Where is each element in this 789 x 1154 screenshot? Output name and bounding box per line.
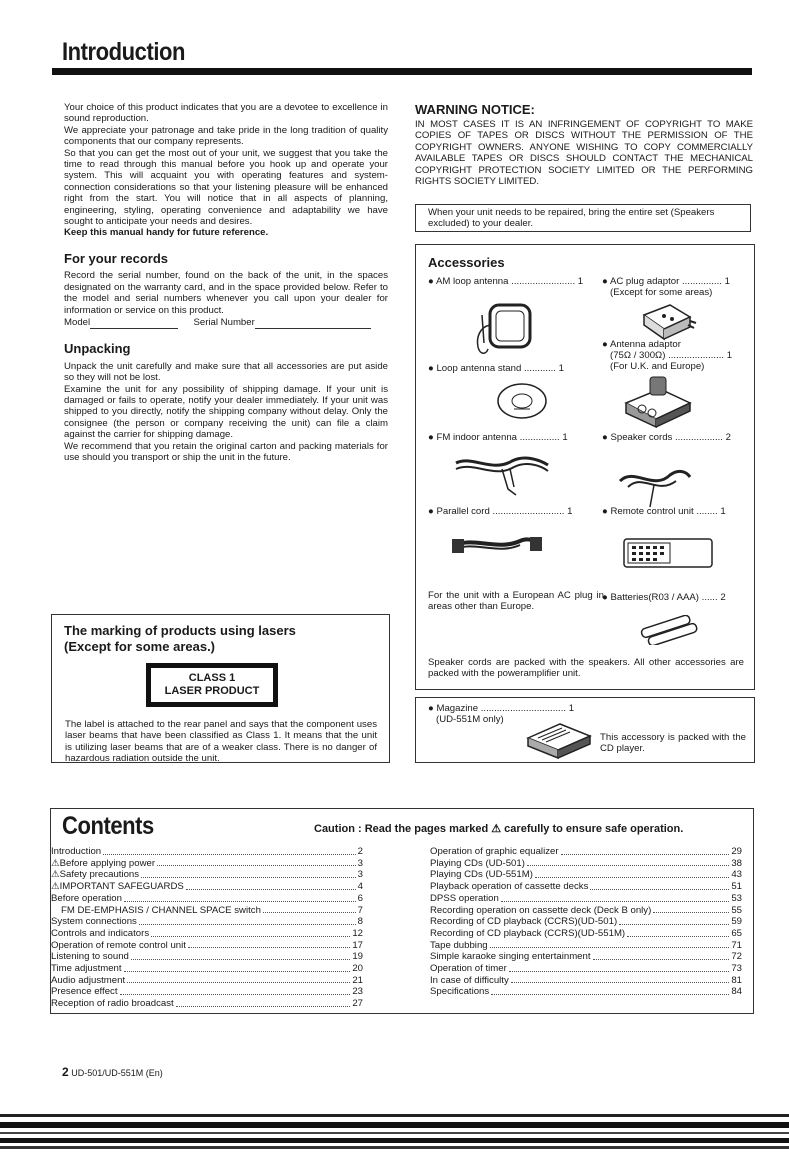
magazine-icon bbox=[524, 720, 594, 760]
toc-entry-label: Simple karaoke singing entertainment bbox=[430, 951, 591, 963]
toc-entry bbox=[51, 846, 363, 858]
toc-entry-page: 12 bbox=[352, 927, 363, 939]
toc-leader bbox=[124, 963, 351, 972]
toc-entry-label: Operation of graphic equalizer bbox=[430, 846, 559, 857]
page-number: 2 bbox=[62, 1065, 69, 1079]
toc-entry bbox=[51, 916, 363, 928]
toc-leader bbox=[157, 858, 356, 867]
toc-entry bbox=[51, 869, 363, 881]
serial-field[interactable] bbox=[255, 317, 371, 329]
speaker-cords-icon bbox=[614, 457, 694, 509]
records-fields bbox=[64, 317, 388, 329]
toc-leader bbox=[535, 869, 729, 878]
toc-entry-label: Controls and indicators bbox=[51, 927, 150, 939]
toc-leader bbox=[590, 881, 729, 890]
toc-entry bbox=[430, 858, 742, 870]
toc-entry-label: Operation of remote control unit bbox=[51, 939, 186, 951]
keep-note: Keep this manual handy for future reference. bbox=[64, 227, 269, 239]
serial-label: Serial Number bbox=[193, 316, 255, 328]
toc-entry bbox=[51, 940, 363, 952]
accessory-note: (For U.K. and Europe) bbox=[610, 361, 705, 372]
toc-entry-label: Reception of radio broadcast bbox=[51, 998, 174, 1010]
accessory-magazine: ● Magazine ................................ 1 bbox=[428, 703, 575, 714]
intro-paragraph: So that you can get the most out of your unit, we suggest that you take the time to read through this manual before you hook up and operate your system. This will acquaint you with operating features and system-connection considerations so that your listening pleasure will be enhanced right from the start. You will notice that in all aspects of planning, engineering, styling, operating convenience and adaptability we have sought to anticipate your needs and desires. bbox=[64, 147, 388, 228]
toc-entry-label: Playing CDs (UD-551M) bbox=[430, 869, 533, 881]
toc-entry-page: 53 bbox=[731, 892, 742, 904]
laser-title bbox=[64, 623, 296, 655]
toc-leader bbox=[627, 928, 729, 937]
toc-entry-page: 81 bbox=[731, 974, 742, 986]
toc-entry-label: Recording of CD playback (CCRS)(UD-501) bbox=[430, 916, 618, 928]
toc-entry-page: 27 bbox=[352, 998, 363, 1010]
laser-class-label bbox=[146, 663, 278, 707]
accessory-antenna-adaptor-spec: (75Ω / 300Ω) ..................... 1 bbox=[610, 350, 733, 361]
toc-entry-page: 38 bbox=[731, 857, 742, 869]
toc-entry-label: ⚠Safety precautions bbox=[51, 869, 140, 881]
toc-leader bbox=[139, 916, 356, 925]
toc-leader bbox=[186, 881, 356, 890]
toc-entry bbox=[51, 975, 363, 987]
accessory-remote: ● Remote control unit ........ 1 bbox=[602, 506, 726, 517]
toc-leader bbox=[511, 975, 730, 984]
toc-entry-label: Before operation bbox=[51, 892, 122, 904]
remote-control-icon bbox=[622, 537, 714, 569]
accessory-note: (UD-551M only) bbox=[436, 714, 504, 725]
toc-entry-page: 55 bbox=[731, 904, 742, 916]
page-footer bbox=[62, 1065, 163, 1079]
ac-plug-adaptor-icon bbox=[638, 301, 698, 341]
intro-paragraph: We appreciate your patronage and take pride in the long tradition of quality components that our company represents. bbox=[64, 124, 388, 148]
laser-label-line: LASER PRODUCT bbox=[164, 685, 260, 697]
contents-heading: Contents bbox=[62, 812, 154, 840]
toc-entry bbox=[51, 893, 363, 905]
packing-note: Speaker cords are packed with the speakers. All other accessories are packed with the poweramplifier unit. bbox=[428, 657, 744, 680]
toc-leader bbox=[131, 951, 350, 960]
warning-heading: WARNING NOTICE: bbox=[415, 102, 535, 117]
page-title: Introduction bbox=[62, 38, 186, 66]
toc-leader bbox=[141, 869, 356, 878]
contents-caution: Caution : Read the pages marked ⚠ carefully to ensure safe operation. bbox=[314, 823, 684, 835]
accessory-parallel-cord: ● Parallel cord ........................... 1 bbox=[428, 506, 573, 517]
accessory-fm-antenna: ● FM indoor antenna ............... 1 bbox=[428, 432, 568, 443]
toc-entry-page: 72 bbox=[731, 951, 742, 963]
toc-entry-label: Recording of CD playback (CCRS)(UD-551M) bbox=[430, 927, 626, 939]
unpacking-paragraph: Unpack the unit carefully and make sure that all accessories are put aside so they will not be lost. bbox=[64, 360, 388, 384]
toc-entry-page: 43 bbox=[731, 869, 742, 881]
batteries-icon bbox=[638, 615, 700, 645]
scan-edge-lines bbox=[0, 1108, 789, 1154]
accessory-am-loop: ● AM loop antenna ........................ 1 bbox=[428, 276, 584, 287]
toc-entry-label: Playing CDs (UD-501) bbox=[430, 857, 525, 869]
toc-leader bbox=[509, 963, 730, 972]
toc-entry-label: Specifications bbox=[430, 986, 490, 998]
toc-entry-page: 29 bbox=[731, 846, 742, 857]
toc-leader bbox=[176, 998, 351, 1007]
toc-entry bbox=[51, 928, 363, 940]
toc-entry-label: Introduction bbox=[51, 846, 102, 857]
toc-entry bbox=[430, 905, 742, 917]
toc-leader bbox=[527, 858, 729, 867]
intro-paragraph: Your choice of this product indicates that you are a devotee to excellence in sound reproduction. bbox=[64, 102, 388, 125]
toc-leader bbox=[151, 928, 350, 937]
toc-entry-label: FM DE-EMPHASIS / CHANNEL SPACE switch bbox=[61, 904, 261, 916]
laser-text: The label is attached to the rear panel and says that the component uses laser beams that have been classified as Class 1. It means that the unit is utilizing laser beams that are of a weaker class. There is no danger of hazardous radiation outside the unit. bbox=[65, 719, 377, 765]
magazine-box bbox=[415, 697, 755, 763]
magazine-packed-note: This accessory is packed with the CD player. bbox=[600, 732, 746, 755]
toc-leader bbox=[491, 986, 729, 995]
toc-entry bbox=[51, 905, 363, 917]
toc-entry-label: Playback operation of cassette decks bbox=[430, 881, 589, 893]
model-code: UD-501/UD-551M (En) bbox=[71, 1068, 163, 1078]
fm-indoor-antenna-icon bbox=[452, 449, 552, 499]
toc-entry-page: 21 bbox=[352, 974, 363, 986]
toc-leader bbox=[490, 940, 730, 949]
toc-entry-label: Tape dubbing bbox=[430, 939, 488, 951]
repair-note: When your unit needs to be repaired, bring the entire set (Speakers excluded) to your dealer. bbox=[415, 204, 751, 232]
laser-title-line: (Except for some areas.) bbox=[64, 639, 216, 654]
toc-entry-page: 7 bbox=[357, 904, 363, 916]
accessories-heading: Accessories bbox=[428, 255, 505, 270]
title-rule bbox=[52, 68, 752, 75]
accessory-speaker-cords: ● Speaker cords .................. 2 bbox=[602, 432, 731, 443]
toc-entry bbox=[430, 916, 742, 928]
toc-entry-label: ⚠Before applying power bbox=[51, 857, 156, 869]
toc-entry-label: In case of difficulty bbox=[430, 974, 509, 986]
toc-leader bbox=[188, 940, 350, 949]
toc-leader bbox=[653, 905, 729, 914]
toc-entry-page: 6 bbox=[357, 892, 363, 904]
loop-antenna-stand-icon bbox=[494, 379, 550, 423]
toc-entry bbox=[430, 928, 742, 940]
unpacking-paragraph: We recommend that you retain the original carton and packing materials for use should you transport or ship the unit in the future. bbox=[64, 440, 388, 463]
laser-label-line: CLASS 1 bbox=[188, 672, 236, 684]
toc-entry bbox=[51, 858, 363, 870]
laser-title-line: The marking of products using lasers bbox=[64, 623, 296, 638]
toc-left-column bbox=[51, 846, 363, 1010]
toc-entry-page: 17 bbox=[352, 939, 363, 951]
records-text: Record the serial number, found on the back of the unit, in the spaces designated on the warranty card, and in the space provided below. Refer to the model and serial numbers whenever you call upon your dealer for information or service on this product. bbox=[64, 270, 388, 316]
toc-leader bbox=[127, 975, 350, 984]
toc-entry-label: Time adjustment bbox=[51, 963, 122, 975]
toc-entry-label: Audio adjustment bbox=[51, 974, 126, 986]
am-loop-antenna-icon bbox=[468, 297, 538, 359]
antenna-adaptor-icon bbox=[620, 375, 696, 429]
unpacking-paragraph: Examine the unit for any possibility of shipping damage. If your unit is damaged or fails to operate, notify your dealer immediately. If your unit was shipped to you directly, notify the shipping company without delay. Only the consignee (the person or company receiving the unit) can file a claim against the carrier for shipping damage. bbox=[64, 383, 388, 441]
toc-entry-label: Recording operation on cassette deck (Deck B only) bbox=[430, 904, 652, 916]
toc-entry-page: 4 bbox=[357, 881, 363, 893]
toc-leader bbox=[561, 846, 730, 855]
toc-entry-page: 2 bbox=[357, 846, 363, 857]
model-field[interactable] bbox=[90, 317, 178, 329]
warning-text: IN MOST CASES IT IS AN INFRINGEMENT OF COPYRIGHT TO MAKE COPIES OF TAPES OR DISCS WITHOUT THE PERMISSION OF THE COPYRIGHT OWNERS. ANYONE WISHING TO COPY COMMERCIALLY AVAILABLE TAPES OR DISCS SHOULD CONTACT THE MECHANICAL COPYRIGHT PROTECTION SOCIETY LIMITED OR THE PERFORMING RIGHTS SOCIETY LIMITED. bbox=[415, 119, 753, 188]
parallel-cord-note: For the unit with a European AC plug in areas other than Europe. bbox=[428, 590, 604, 613]
toc-entry-page: 8 bbox=[357, 916, 363, 928]
toc-entry-page: 20 bbox=[352, 963, 363, 975]
toc-leader bbox=[120, 986, 351, 995]
toc-entry bbox=[430, 963, 742, 975]
warning-section bbox=[415, 102, 753, 187]
accessory-ac-plug: ● AC plug adaptor ............... 1 bbox=[602, 276, 730, 287]
toc-entry bbox=[430, 846, 742, 858]
toc-entry bbox=[430, 986, 742, 998]
toc-entry-label: Presence effect bbox=[51, 986, 118, 998]
accessory-batteries: ● Batteries(R03 / AAA) ...... 2 bbox=[602, 592, 726, 603]
toc-leader bbox=[124, 893, 356, 902]
accessory-note: (Except for some areas) bbox=[610, 287, 713, 298]
toc-entry bbox=[51, 998, 363, 1010]
toc-entry-page: 3 bbox=[357, 857, 363, 869]
toc-leader bbox=[263, 905, 356, 914]
toc-entry bbox=[430, 940, 742, 952]
toc-leader bbox=[593, 951, 730, 960]
toc-entry bbox=[430, 869, 742, 881]
toc-entry-label: Operation of timer bbox=[430, 963, 507, 975]
toc-entry bbox=[51, 986, 363, 998]
toc-entry bbox=[430, 975, 742, 987]
toc-entry-label: DPSS operation bbox=[430, 892, 499, 904]
toc-entry bbox=[430, 893, 742, 905]
unpacking-heading: Unpacking bbox=[64, 341, 131, 357]
toc-entry bbox=[51, 881, 363, 893]
accessory-loop-stand: ● Loop antenna stand ............ 1 bbox=[428, 363, 564, 374]
intro-column bbox=[64, 102, 388, 463]
toc-entry-page: 73 bbox=[731, 963, 742, 975]
toc-entry-page: 23 bbox=[352, 986, 363, 998]
toc-entry-label: Listening to sound bbox=[51, 951, 129, 963]
toc-entry-page: 51 bbox=[731, 881, 742, 893]
toc-entry-page: 59 bbox=[731, 916, 742, 928]
toc-entry-page: 84 bbox=[731, 986, 742, 998]
accessories-box bbox=[415, 244, 755, 690]
toc-right-column bbox=[430, 846, 742, 998]
toc-leader bbox=[501, 893, 730, 902]
accessory-antenna-adaptor: ● Antenna adaptor bbox=[602, 339, 681, 350]
toc-entry-label: ⚠IMPORTANT SAFEGUARDS bbox=[51, 881, 184, 893]
laser-box bbox=[51, 614, 390, 763]
records-heading: For your records bbox=[64, 250, 169, 266]
toc-entry bbox=[430, 951, 742, 963]
toc-entry-label: System connections bbox=[51, 916, 137, 928]
toc-entry bbox=[430, 881, 742, 893]
parallel-cord-icon bbox=[450, 529, 544, 559]
toc-entry bbox=[51, 963, 363, 975]
toc-entry-page: 19 bbox=[352, 951, 363, 963]
toc-leader bbox=[619, 916, 729, 925]
model-label: Model bbox=[64, 316, 91, 328]
toc-entry-page: 3 bbox=[357, 869, 363, 881]
toc-entry-page: 71 bbox=[731, 939, 742, 951]
toc-entry bbox=[51, 951, 363, 963]
toc-leader bbox=[103, 846, 356, 855]
toc-entry-page: 65 bbox=[731, 927, 742, 939]
